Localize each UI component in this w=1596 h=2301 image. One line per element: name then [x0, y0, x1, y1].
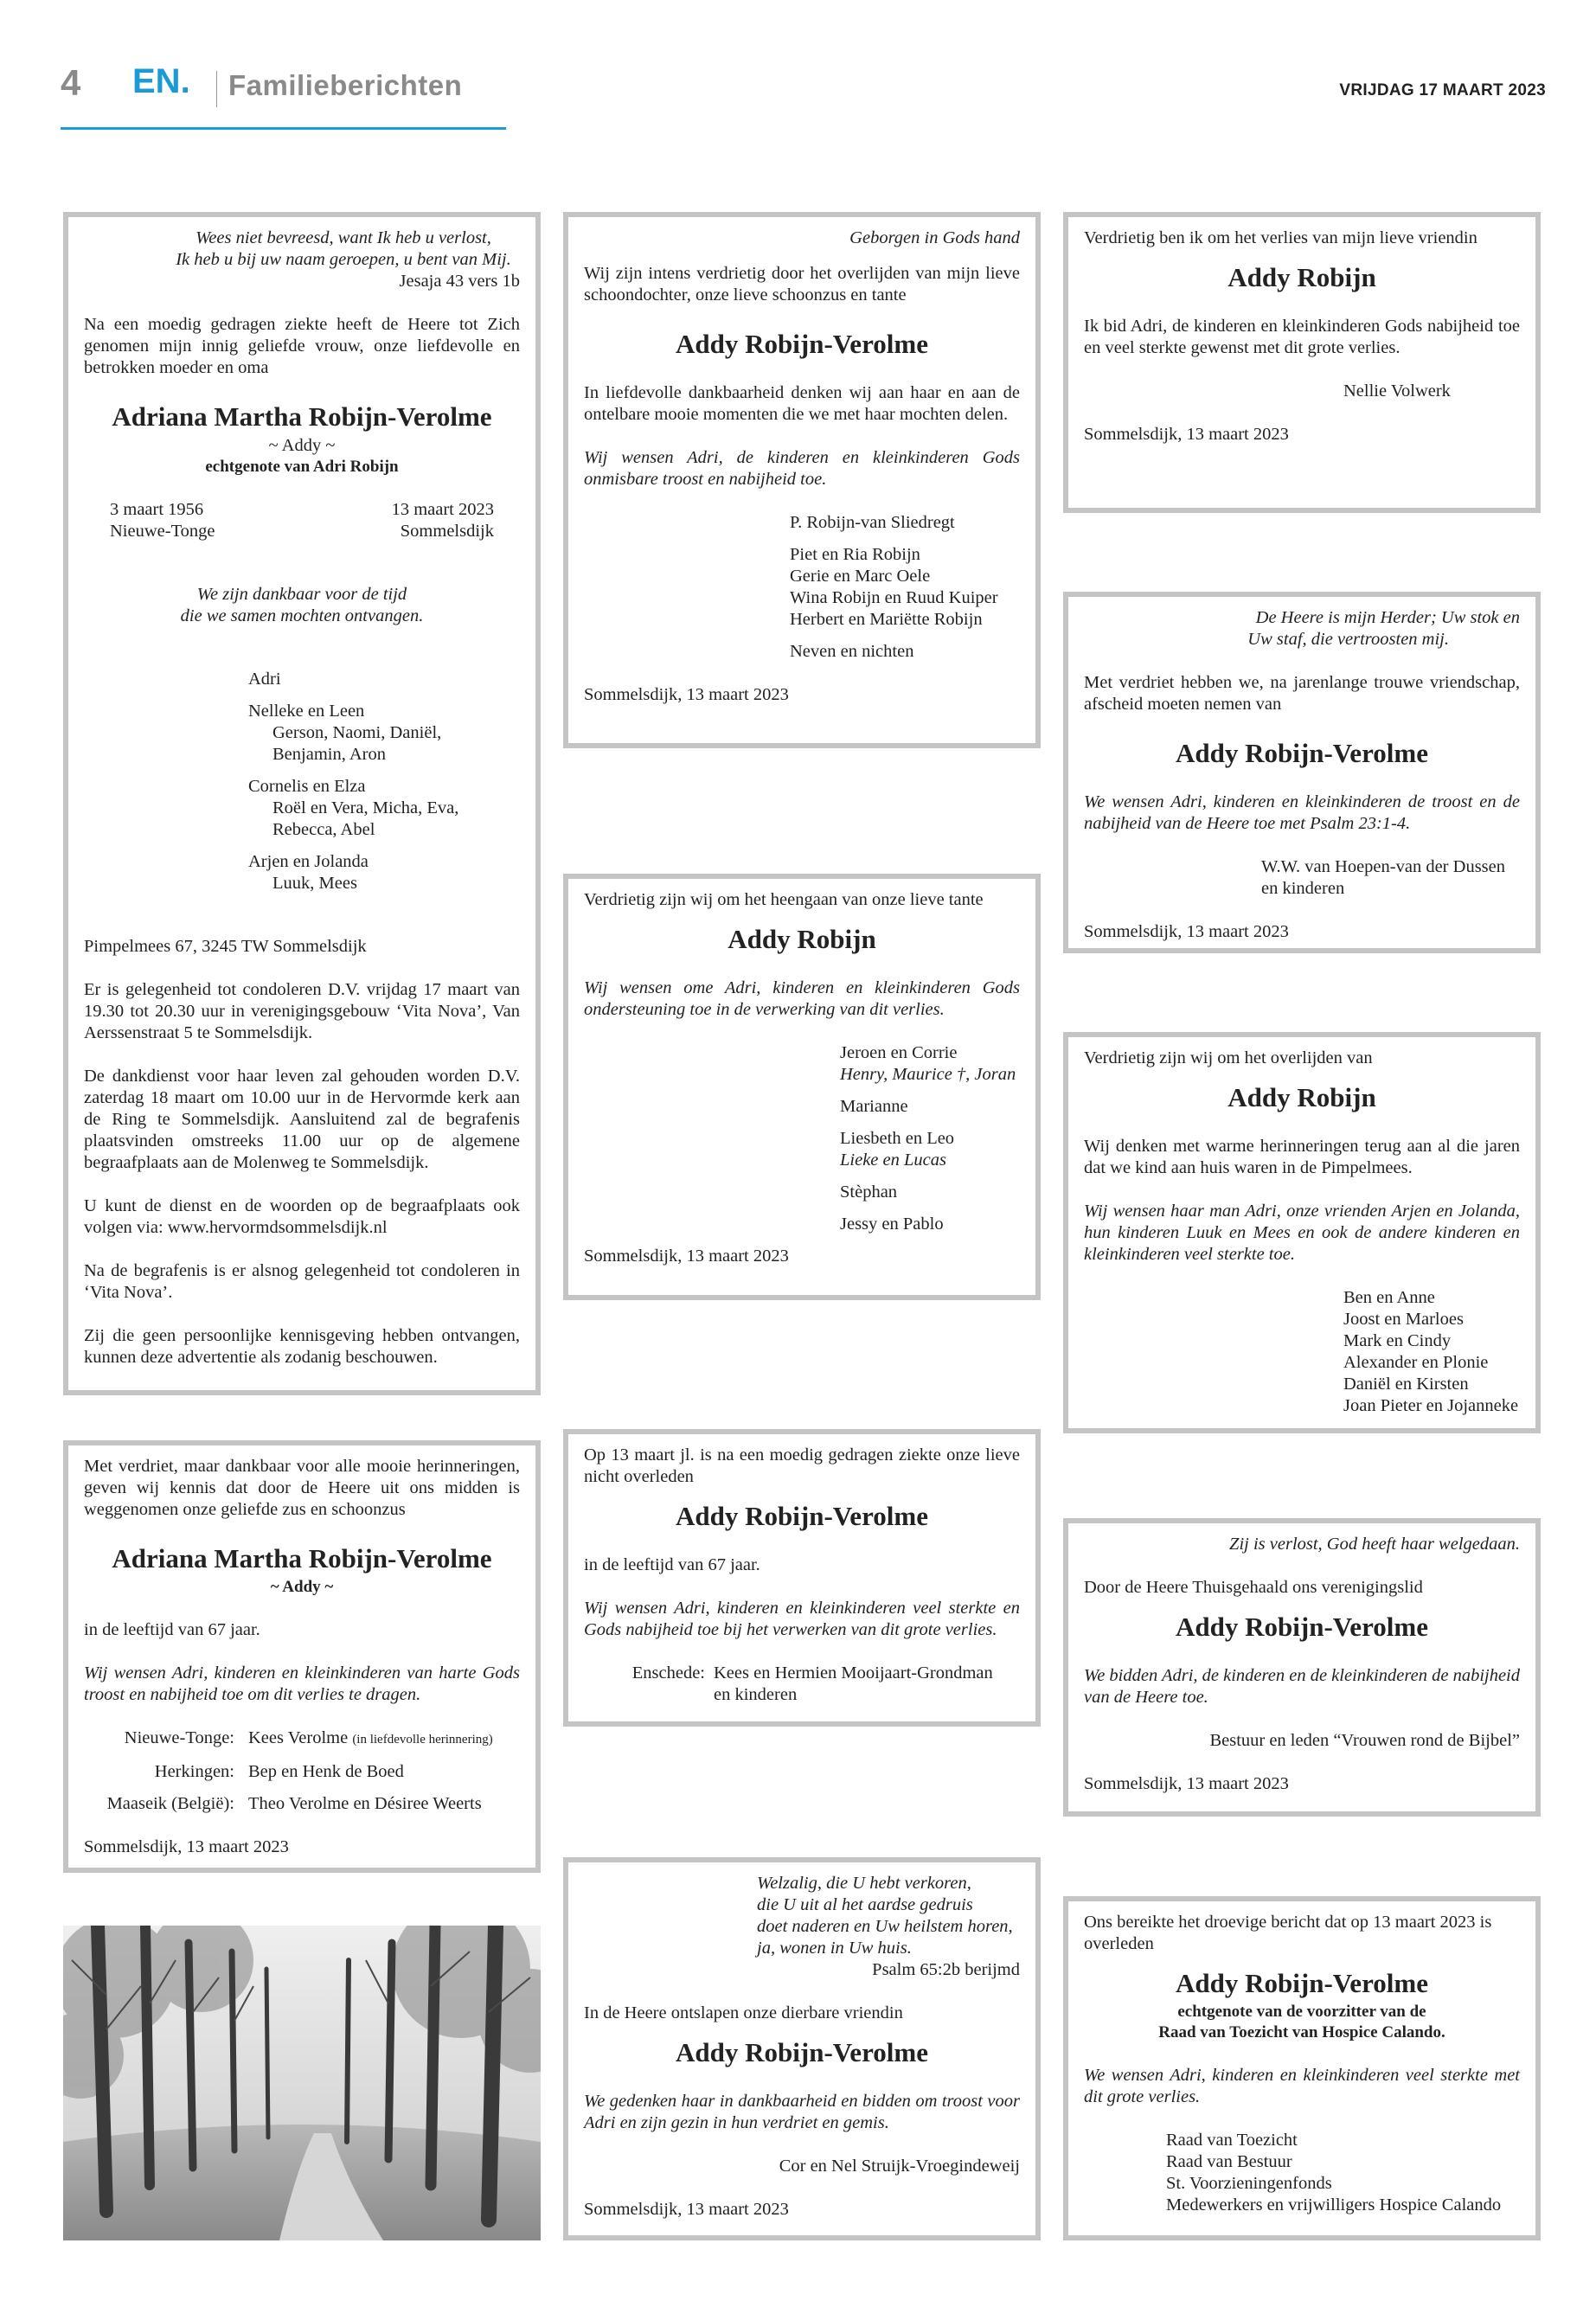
wish-text: Wij wensen Adri, kinderen en kleinkinderen veel sterkte en Gods nabijheid toe bij het verwerken van dit grote verlies. [584, 1599, 1020, 1639]
signer-names: Bep en Henk de Boed [248, 1762, 404, 1781]
bible-verse [84, 228, 520, 271]
death-notice-friendship [1063, 592, 1541, 953]
wish-text: We wensen Adri, kinderen en kleinkinderen de troost en de nabijheid van de Heere toe met Psalm 23:1-4. [1084, 792, 1520, 833]
signer: Nellie Volwerk [1343, 381, 1451, 401]
wish-text: Wij wensen ome Adri, kinderen en kleinkinderen Gods ondersteuning toe in de verwerking van dit verlies. [584, 978, 1020, 1019]
signer-names: Kees Verolme [248, 1728, 349, 1747]
thanks-line: We zijn dankbaar voor de tijd [196, 585, 407, 604]
signer: Cor en Nel Struijk-Vroegindeweij [779, 2157, 1020, 2176]
grandchildren: Luuk, Mees [272, 874, 357, 893]
family-group [248, 851, 520, 894]
verse-line: De Heere is mijn Herder; Uw stok en [1255, 608, 1520, 627]
deceased-name: Addy Robijn [1227, 262, 1376, 292]
signer: Joost en Marloes [1343, 1310, 1464, 1329]
bible-verse: Geborgen in Gods hand [849, 228, 1020, 247]
place-date: Sommelsdijk, 13 maart 2023 [1084, 1774, 1289, 1793]
signer: Medewerkers en vrijwilligers Hospice Calando [1166, 2195, 1502, 2214]
signer-place: Nieuwe-Tonge: [124, 1728, 234, 1747]
deceased-name: Adriana Martha Robijn-Verolme [112, 1543, 492, 1574]
role-text: Raad van Toezicht van Hospice Calando. [1158, 2023, 1445, 2041]
signer: Mark en Cindy [1343, 1331, 1452, 1350]
wish-text: Wij wensen haar man Adri, onze vrienden Arjen en Jolanda, hun kinderen Luuk en Mees en ook de andere kinderen en kleinkinderen veel sterkte toe. [1084, 1202, 1520, 1264]
signer-note: (in liefdevolle herinnering) [352, 1733, 493, 1747]
intro-text: Na een moedig gedragen ziekte heeft de Heere tot Zich genomen mijn innig geliefde vrouw, onze liefdevolle en betrokken moeder en oma [84, 315, 520, 377]
bible-verse: Zij is verlost, God heeft haar welgedaan. [1229, 1535, 1520, 1554]
signer: en kinderen [1261, 879, 1345, 898]
intro-text: Verdrietig zijn wij om het heengaan van onze lieve tante [584, 890, 984, 909]
signer: St. Voorzieningenfonds [1166, 2174, 1332, 2193]
signer-row [84, 1761, 520, 1783]
death-place: Sommelsdijk [400, 522, 494, 541]
signer-row [584, 1663, 1020, 1706]
place-date: Sommelsdijk, 13 maart 2023 [84, 1837, 289, 1856]
signer: Jeroen en Corrie [840, 1043, 958, 1062]
grandchildren: Roël en Vera, Micha, Eva, [272, 798, 459, 817]
signer: Liesbeth en Leo [840, 1129, 955, 1148]
en-logo-icon [132, 64, 202, 99]
thanks-line: die we samen mochten ontvangen. [180, 606, 424, 625]
signer: Raad van Bestuur [1166, 2152, 1292, 2171]
service-info: De dankdienst voor haar leven zal gehouden worden D.V. zaterdag 18 maart om 10.00 uur in de Hervormde kerk aan de Ring te Sommelsdijk. Aansluitend zal de begrafenis plaatsvinden omstreeks 11.00 uur op de algemene begraafplaats aan de Molenweg te Sommelsdijk. [84, 1067, 520, 1172]
deceased-name: Addy Robijn [727, 924, 876, 954]
signers-list [584, 1042, 1020, 1235]
deceased-name: Addy Robijn-Verolme [676, 2037, 928, 2067]
notice-text: Zij die geen persoonlijke kennisgeving hebben ontvangen, kunnen deze advertentie als zodanig beschouwen. [84, 1326, 520, 1367]
birth-date: 3 maart 1956 [110, 500, 204, 519]
forest-image [63, 1926, 541, 2240]
header-accent-line [61, 127, 506, 130]
age-line: in de leeftijd van 67 jaar. [584, 1555, 760, 1574]
verse-line: ja, wonen in Uw huis. [757, 1939, 912, 1958]
signer: Piet en Ria Robijn [790, 545, 920, 564]
signer: Stèphan [840, 1183, 898, 1202]
intro-text: Door de Heere Thuisgehaald ons verenigingslid [1084, 1578, 1423, 1597]
signer: Herbert en Mariëtte Robijn [790, 610, 983, 629]
logo-text: EN. [132, 64, 190, 99]
grandchildren: Benjamin, Aron [272, 745, 386, 764]
intro-text: Wij zijn intens verdrietig door het overlijden van mijn lieve schoondochter, onze lieve schoonzus en tante [584, 264, 1020, 304]
nickname: ~ Addy ~ [270, 1578, 334, 1596]
signer: Alexander en Plonie [1343, 1353, 1489, 1372]
signer: Daniël en Kirsten [1343, 1375, 1469, 1394]
signers-table [84, 1727, 520, 1815]
place-date: Sommelsdijk, 13 maart 2023 [584, 1247, 789, 1266]
signer: Jessy en Pablo [840, 1215, 944, 1234]
livestream-info: U kunt de dienst en de woorden op de begraafplaats ook volgen via: www.hervormdsommelsdijk.nl [84, 1196, 520, 1237]
signer-group [790, 544, 1020, 631]
signer-place: Herkingen: [154, 1762, 234, 1781]
family-member: Arjen en Jolanda [248, 852, 369, 871]
signer: Raad van Toezicht [1166, 2131, 1298, 2150]
psalm-verse [584, 1873, 1020, 1959]
verse-line: Uw staf, die vertroosten mij. [1247, 630, 1449, 649]
signer-children: Henry, Maurice †, Joran [840, 1065, 1016, 1084]
memory-text: In liefdevolle dankbaarheid denken wij aan haar en aan de ontelbare mooie momenten die we met haar mochten delen. [584, 383, 1020, 424]
signer: Marianne [840, 1097, 908, 1116]
family-list [84, 669, 520, 894]
family-member: Cornelis en Elza [248, 777, 366, 796]
signer: Neven en nichten [790, 642, 914, 661]
deceased-name: Addy Robijn-Verolme [1176, 738, 1428, 768]
death-notice-in-laws [563, 212, 1041, 748]
signers-list [1084, 2130, 1520, 2216]
signers-list [1084, 1287, 1520, 1417]
intro-text: Verdrietig ben ik om het verlies van mijn lieve vriendin [1084, 228, 1477, 247]
signer: W.W. van Hoepen-van der Dussen [1261, 857, 1505, 876]
death-notice-friend [1063, 212, 1541, 513]
death-notice-nephews [563, 874, 1041, 1300]
memory-text: Wij denken met warme herinneringen terug aan al die jaren dat we kind aan huis waren in de Pimpelmees. [1084, 1137, 1520, 1177]
nickname: ~ Addy ~ [268, 436, 336, 455]
death-notice-friends [563, 1857, 1041, 2240]
wish-text: We gedenken haar in dankbaarheid en bidden om troost voor Adri en zijn gezin in hun verdriet en gemis. [584, 2092, 1020, 2132]
issue-date: VRIJDAG 17 MAART 2023 [1339, 81, 1546, 99]
grandchildren: Rebecca, Abel [272, 820, 375, 839]
after-info: Na de begrafenis is er alsnog gelegenheid tot condoleren in ‘Vita Nova’. [84, 1261, 520, 1302]
death-date: 13 maart 2023 [391, 500, 494, 519]
spouse-line: echtgenote van Adri Robijn [205, 458, 399, 476]
signer-names: en kinderen [714, 1685, 798, 1704]
family-group [248, 701, 520, 766]
death-notice-siblings [63, 1440, 541, 1873]
signer-row [84, 1793, 520, 1815]
condolence-info: Er is gelegenheid tot condoleren D.V. vrijdag 17 maart van 19.30 tot 20.30 uur in verenigingsgebouw ‘Vita Nova’, Van Aerssenstraat 5 te Sommelsdijk. [84, 980, 520, 1042]
wish-text: Wij wensen Adri, de kinderen en kleinkinderen Gods onmisbare troost en nabijheid toe. [584, 448, 1020, 489]
verse-line: die U uit al het aardse gedruis [757, 1895, 973, 1914]
signer: Ben en Anne [1343, 1288, 1435, 1307]
death-notice-association [1063, 1518, 1541, 1817]
signer-children: Lieke en Lucas [840, 1150, 946, 1170]
life-dates [84, 499, 520, 542]
verse-reference: Jesaja 43 vers 1b [399, 272, 520, 291]
death-notice-family [63, 212, 541, 1395]
deceased-name: Addy Robijn-Verolme [1176, 1968, 1428, 1998]
role-line [1084, 2002, 1520, 2043]
signer-group [840, 1042, 1020, 1086]
deceased-name: Addy Robijn [1227, 1082, 1376, 1112]
signer: Gerie en Marc Oele [790, 567, 931, 586]
place-date: Sommelsdijk, 13 maart 2023 [1084, 425, 1289, 444]
signer-group [840, 1128, 1020, 1171]
deceased-name: Addy Robijn-Verolme [1176, 1612, 1428, 1642]
intro-text: Op 13 maart jl. is na een moedig gedragen ziekte onze lieve nicht overleden [584, 1445, 1020, 1486]
birth-place: Nieuwe-Tonge [110, 522, 215, 541]
intro-text: Verdrietig zijn wij om het overlijden van [1084, 1048, 1373, 1067]
deceased-name: Addy Robijn-Verolme [676, 1501, 928, 1531]
signer-names: Theo Verolme en Désiree Weerts [248, 1794, 482, 1813]
address: Pimpelmees 67, 3245 TW Sommelsdijk [84, 937, 367, 956]
intro-text: Ons bereikte het droevige bericht dat op 13 maart 2023 is overleden [1084, 1913, 1492, 1953]
header-divider [216, 71, 217, 107]
role-text: echtgenote van de voorzitter van de [1177, 2003, 1426, 2021]
age-line: in de leeftijd van 67 jaar. [84, 1620, 260, 1639]
signers-list [584, 512, 1020, 663]
bible-verse [1084, 607, 1520, 651]
family-member: Adri [248, 670, 281, 689]
place-date: Sommelsdijk, 13 maart 2023 [584, 685, 789, 704]
signer-place: Enschede: [631, 1663, 705, 1682]
section-title: Familieberichten [228, 69, 463, 101]
wish-text: Ik bid Adri, de kinderen en kleinkinderen Gods nabijheid toe en veel sterkte gewenst met dit grote verlies. [1084, 317, 1520, 357]
deceased-name: Addy Robijn-Verolme [676, 329, 928, 359]
intro-text: In de Heere ontslapen onze dierbare vriendin [584, 2003, 903, 2022]
signer-row [84, 1727, 520, 1751]
place-date: Sommelsdijk, 13 maart 2023 [584, 2200, 789, 2219]
signers [1084, 856, 1520, 900]
forest-photo [63, 1926, 541, 2240]
family-group [248, 776, 520, 841]
death-notice-hospice [1063, 1896, 1541, 2240]
verse-line: Ik heb u bij uw naam geroepen, u bent van Mij. [176, 250, 511, 269]
grandchildren: Gerson, Naomi, Daniël, [272, 723, 442, 742]
intro-text: Met verdriet hebben we, na jarenlange trouwe vriendschap, afscheid moeten nemen van [1084, 673, 1520, 714]
death-notice-neighbors [1063, 1032, 1541, 1433]
signer: Joan Pieter en Jojanneke [1343, 1396, 1519, 1415]
signer: Wina Robijn en Ruud Kuiper [790, 588, 998, 607]
deceased-name: Adriana Martha Robijn-Verolme [112, 401, 492, 432]
verse-line: Welzalig, die U hebt verkoren, [757, 1874, 971, 1893]
family-member: Nelleke en Leen [248, 702, 365, 721]
intro-text: Met verdriet, maar dankbaar voor alle mooie herinneringen, geven wij kennis dat door de Heere uit ons midden is weggenomen onze geliefde zus en schoonzus [84, 1457, 520, 1519]
place-date: Sommelsdijk, 13 maart 2023 [1084, 922, 1289, 941]
verse-reference: Psalm 65:2b berijmd [872, 1960, 1020, 1979]
thanks-quote [84, 584, 520, 627]
signer: Bestuur en leden “Vrouwen rond de Bijbel” [1209, 1731, 1520, 1750]
verse-line: Wees niet bevreesd, want Ik heb u verlost, [195, 228, 491, 247]
wish-text: Wij wensen Adri, kinderen en kleinkinderen van harte Gods troost en nabijheid toe om dit verlies te dragen. [84, 1663, 520, 1704]
wish-text: We wensen Adri, kinderen en kleinkinderen veel sterkte met dit grote verlies. [1084, 2066, 1520, 2106]
signer-place: Maaseik (België): [106, 1794, 234, 1813]
death-notice-cousins [563, 1429, 1041, 1727]
verse-line: doet naderen en Uw heilstem horen, [757, 1917, 1013, 1936]
signer-names: Kees en Hermien Mooijaart-Grondman [714, 1663, 993, 1682]
wish-text: We bidden Adri, de kinderen en de kleinkinderen de nabijheid van de Heere toe. [1084, 1666, 1521, 1707]
page-number: 4 [61, 62, 81, 103]
signer: P. Robijn-van Sliedregt [790, 513, 955, 532]
